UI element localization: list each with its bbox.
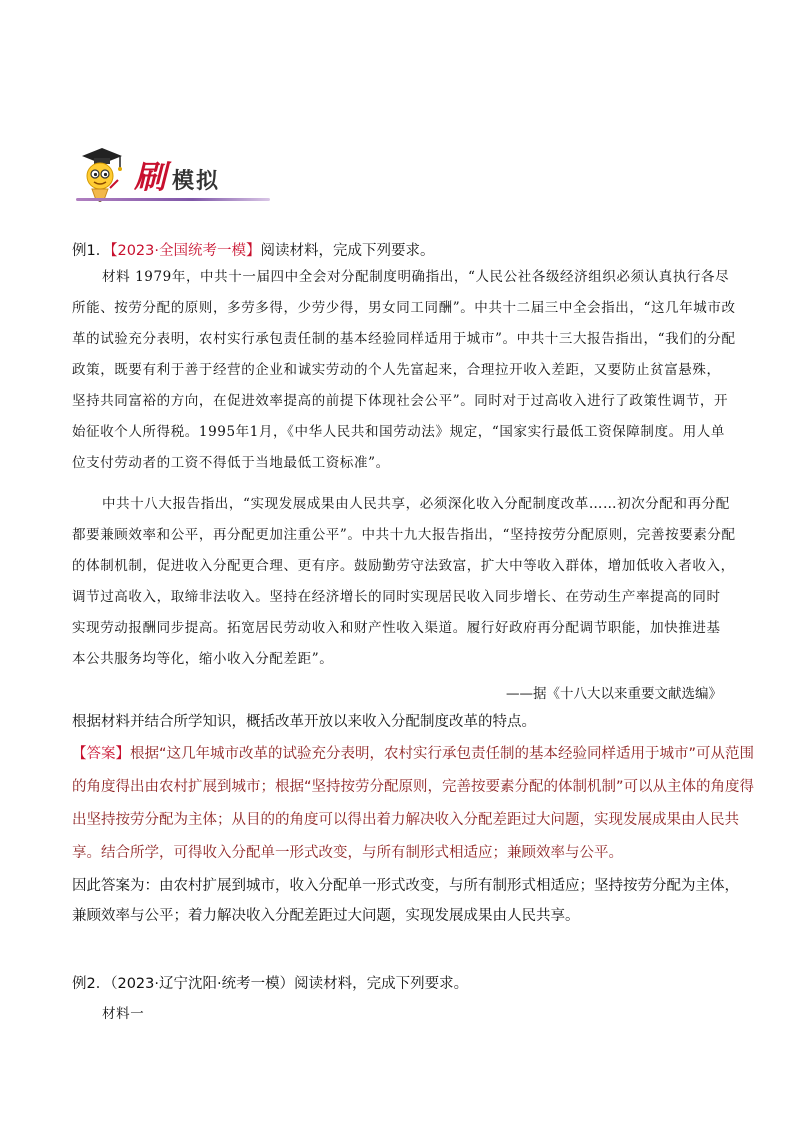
- answer-line-first: [72, 744, 754, 764]
- question-2-tag: （2023·辽宁沈阳·统考一模）: [110, 976, 295, 992]
- question-1-text: 根据材料并结合所学知识，概括改革开放以来收入分配制度改革的特点。: [72, 714, 536, 730]
- conclusion-line: 兼顾效率与公平；着力解决收入分配差距过大问题，实现发展成果由人民共享。: [72, 908, 580, 924]
- question-2-material-label: 材料一: [102, 1006, 145, 1022]
- material-line: 材料 1979年，中共十一届四中全会对分配制度明确指出，“人民公社各级经济组织必须认真执行各尽: [102, 269, 730, 285]
- material-line: 实现劳动报酬同步提高。拓宽居民劳动收入和财产性收入渠道。履行好政府再分配调节职能，加快推进基: [72, 620, 721, 636]
- material-line: 始征收个人所得税。1995年1月，《中华人民共和国劳动法》规定，“国家实行最低工资保障制度。用人单: [72, 424, 725, 440]
- material-line: 坚持共同富裕的方向，在促进效率提高的前提下体现社会公平”。同时对于过高收入进行了政策性调节，开: [72, 393, 729, 409]
- question-2-label: 例2．: [72, 976, 111, 992]
- material-source: ——据《十八大以来重要文献选编》: [506, 686, 722, 702]
- question-1-heading: [72, 239, 435, 260]
- conclusion-line: 因此答案为：由农村扩展到城市，收入分配单一形式改变，与所有制形式相适应；坚持按劳分配为主体，: [72, 878, 739, 894]
- question-1-label: 例1．: [72, 243, 111, 259]
- material-line: 本公共服务均等化，缩小收入分配差距”。: [72, 651, 334, 667]
- banner-title-sub: 模拟: [172, 168, 221, 194]
- section-banner: [72, 142, 272, 206]
- scholar-pencil-mascot-icon: [76, 144, 124, 202]
- question-2-prompt: 阅读材料，完成下列要求。: [294, 976, 469, 992]
- answer-line: 出坚持按劳分配为主体；从目的的角度可以得出着力解决收入分配差距过大问题，实现发展成果由人民共: [72, 812, 739, 828]
- material-line: 政策，既要有利于善于经营的企业和诚实劳动的个人先富起来，合理拉开收入差距，又要防止贫富悬殊，: [72, 362, 721, 378]
- material-line: 革的试验充分表明，农村实行承包责任制的基本经验同样适用于城市”。中共十三大报告指出，“我们的分配: [72, 331, 736, 347]
- material-line: 都要兼顾效率和公平，再分配更加注重公平”。中共十九大报告指出，“坚持按劳分配原则，完善按要素分配: [72, 527, 736, 543]
- question-1-tag: 【2023·全国统考一模】: [110, 243, 261, 259]
- banner-title-main: 刷: [134, 158, 169, 196]
- material-line: 所能、按劳分配的原则，多劳多得，少劳少得，男女同工同酬”。中共十二届三中全会指出，“这几年城市改: [72, 300, 736, 316]
- question-1-prompt: 阅读材料，完成下列要求。: [260, 243, 435, 259]
- banner-underline: [76, 198, 270, 201]
- answer-line: 的角度得出由农村扩展到城市；根据“坚持按劳分配原则，完善按要素分配的体制机制”可以从主体的角度得: [72, 779, 755, 795]
- banner-title: [134, 152, 221, 196]
- answer-label: 【答案】: [72, 746, 130, 762]
- answer-line: 根据“这几年城市改革的试验充分表明，农村实行承包责任制的基本经验同样适用于城市”可从范围: [130, 746, 755, 762]
- material-line: 调节过高收入，取缔非法收入。坚持在经济增长的同时实现居民收入同步增长、在劳动生产率提高的同时: [72, 589, 721, 605]
- material-line: 中共十八大报告指出，“实现发展成果由人民共享，必须深化收入分配制度改革……初次分配和再分配: [102, 496, 730, 512]
- answer-line: 享。结合所学，可得收入分配单一形式改变，与所有制形式相适应；兼顾效率与公平。: [72, 845, 623, 861]
- material-line: 的体制机制，促进收入分配更合理、更有序。鼓励勤劳守法致富，扩大中等收入群体，增加低收入者收入，: [72, 558, 735, 574]
- question-2-heading: [72, 972, 468, 993]
- material-line: 位支付劳动者的工资不得低于当地最低工资标准”。: [72, 455, 390, 471]
